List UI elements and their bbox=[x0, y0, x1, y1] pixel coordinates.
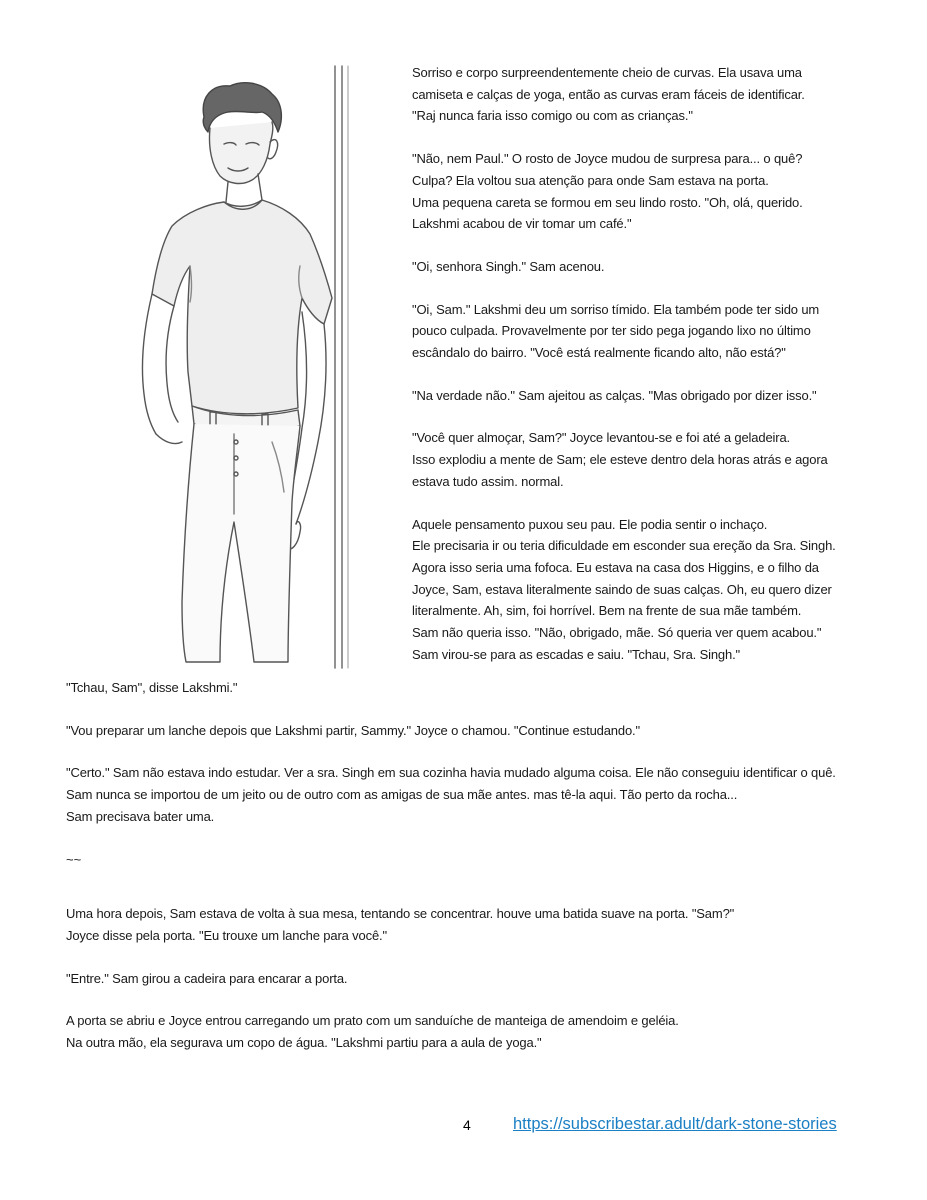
text-line: Sam precisava bater uma. bbox=[66, 808, 215, 824]
text-line: Na outra mão, ela segurava um copo de água. "Lakshmi partiu para a aula de yoga." bbox=[66, 1035, 542, 1051]
text-line: Agora isso seria uma fofoca. Eu estava na casa dos Higgins, e o filho da bbox=[412, 559, 819, 575]
text-line: "Você quer almoçar, Sam?" Joyce levantou-se e foi até a geladeira. bbox=[412, 430, 790, 446]
text-line: "Oi, Sam." Lakshmi deu um sorriso tímido. Ela também pode ter sido um bbox=[412, 301, 820, 317]
paragraph bbox=[412, 256, 882, 278]
text-line: literalmente. Ah, sim, foi horrível. Bem na frente de sua mãe também. bbox=[412, 603, 802, 619]
text-line: "Tchau, Sam", disse Lakshmi." bbox=[66, 680, 238, 695]
paragraph bbox=[412, 148, 882, 235]
footer-link[interactable]: https://subscribestar.adult/dark-stone-stories bbox=[513, 1115, 837, 1133]
text-line: Lakshmi acabou de vir tomar um café." bbox=[412, 216, 632, 232]
section-separator: ~~ bbox=[66, 851, 82, 867]
text-line: Uma pequena careta se formou em seu lindo rosto. "Oh, olá, querido. bbox=[412, 194, 803, 210]
text-line: Sam virou-se para as escadas e saiu. "Tchau, Sra. Singh." bbox=[412, 646, 741, 662]
paragraph bbox=[412, 299, 882, 364]
text-line: "Vou preparar um lanche depois que Lakshmi partir, Sammy." Joyce o chamou. "Continue estudando." bbox=[66, 722, 640, 738]
text-line: Joyce disse pela porta. "Eu trouxe um lanche para você." bbox=[66, 927, 387, 943]
paragraph bbox=[412, 514, 882, 666]
text-line: Isso explodiu a mente de Sam; ele esteve dentro dela horas atrás e agora bbox=[412, 452, 828, 468]
text-line: "Não, nem Paul." O rosto de Joyce mudou de surpresa para... o quê? bbox=[412, 151, 803, 167]
paragraph bbox=[66, 762, 896, 827]
text-line: "Oi, senhora Singh." Sam acenou. bbox=[412, 258, 605, 274]
text-line: "Raj nunca faria isso comigo ou com as crianças." bbox=[412, 108, 693, 124]
illustration-young-man-leaning bbox=[112, 62, 372, 670]
text-line: "Certo." Sam não estava indo estudar. Ver a sra. Singh em sua cozinha havia mudado alguma coisa. Ele não conseguiu identificar o quê. bbox=[66, 765, 836, 781]
text-line: camiseta e calças de yoga, então as curvas eram fáceis de identificar. bbox=[412, 86, 805, 102]
text-line: Aquele pensamento puxou seu pau. Ele podia sentir o inchaço. bbox=[412, 516, 768, 532]
paragraph bbox=[66, 968, 896, 990]
text-line: Sorriso e corpo surpreendentemente cheio de curvas. Ela usava uma bbox=[412, 65, 802, 80]
full-text-column bbox=[66, 677, 896, 1075]
text-line: Uma hora depois, Sam estava de volta à sua mesa, tentando se concentrar. houve uma batida suave na porta. "Sam?" bbox=[66, 906, 735, 922]
paragraph bbox=[66, 677, 896, 699]
text-line: estava tudo assim. normal. bbox=[412, 473, 564, 489]
right-text-column bbox=[412, 62, 882, 686]
paragraph bbox=[412, 427, 882, 492]
text-line: A porta se abriu e Joyce entrou carregando um prato com um sanduíche de manteiga de amendoim e geléia. bbox=[66, 1013, 679, 1029]
paragraph bbox=[66, 1010, 896, 1053]
text-line: Ele precisaria ir ou teria dificuldade em esconder sua ereção da Sra. Singh. bbox=[412, 538, 836, 554]
text-line: escândalo do bairro. "Você está realmente ficando alto, não está?" bbox=[412, 345, 786, 361]
text-line: Sam não queria isso. "Não, obrigado, mãe. Só queria ver quem acabou." bbox=[412, 625, 822, 641]
text-line: Culpa? Ela voltou sua atenção para onde Sam estava na porta. bbox=[412, 172, 769, 188]
page-number: 4 bbox=[463, 1117, 471, 1133]
paragraph bbox=[412, 62, 882, 127]
paragraph bbox=[412, 385, 882, 407]
text-line: Sam nunca se importou de um jeito ou de outro com as amigas de sua mãe antes. mas tê-la aqui. Tão perto da rocha... bbox=[66, 787, 738, 803]
text-line: "Entre." Sam girou a cadeira para encarar a porta. bbox=[66, 970, 348, 986]
text-line: pouco culpada. Provavelmente por ter sido pega jogando lixo no último bbox=[412, 323, 811, 339]
text-line: Joyce, Sam, estava literalmente saindo de suas calças. Oh, eu quero dizer bbox=[412, 581, 832, 597]
paragraph bbox=[66, 903, 896, 946]
paragraph bbox=[66, 720, 896, 742]
text-line: "Na verdade não." Sam ajeitou as calças. "Mas obrigado por dizer isso." bbox=[412, 387, 817, 403]
